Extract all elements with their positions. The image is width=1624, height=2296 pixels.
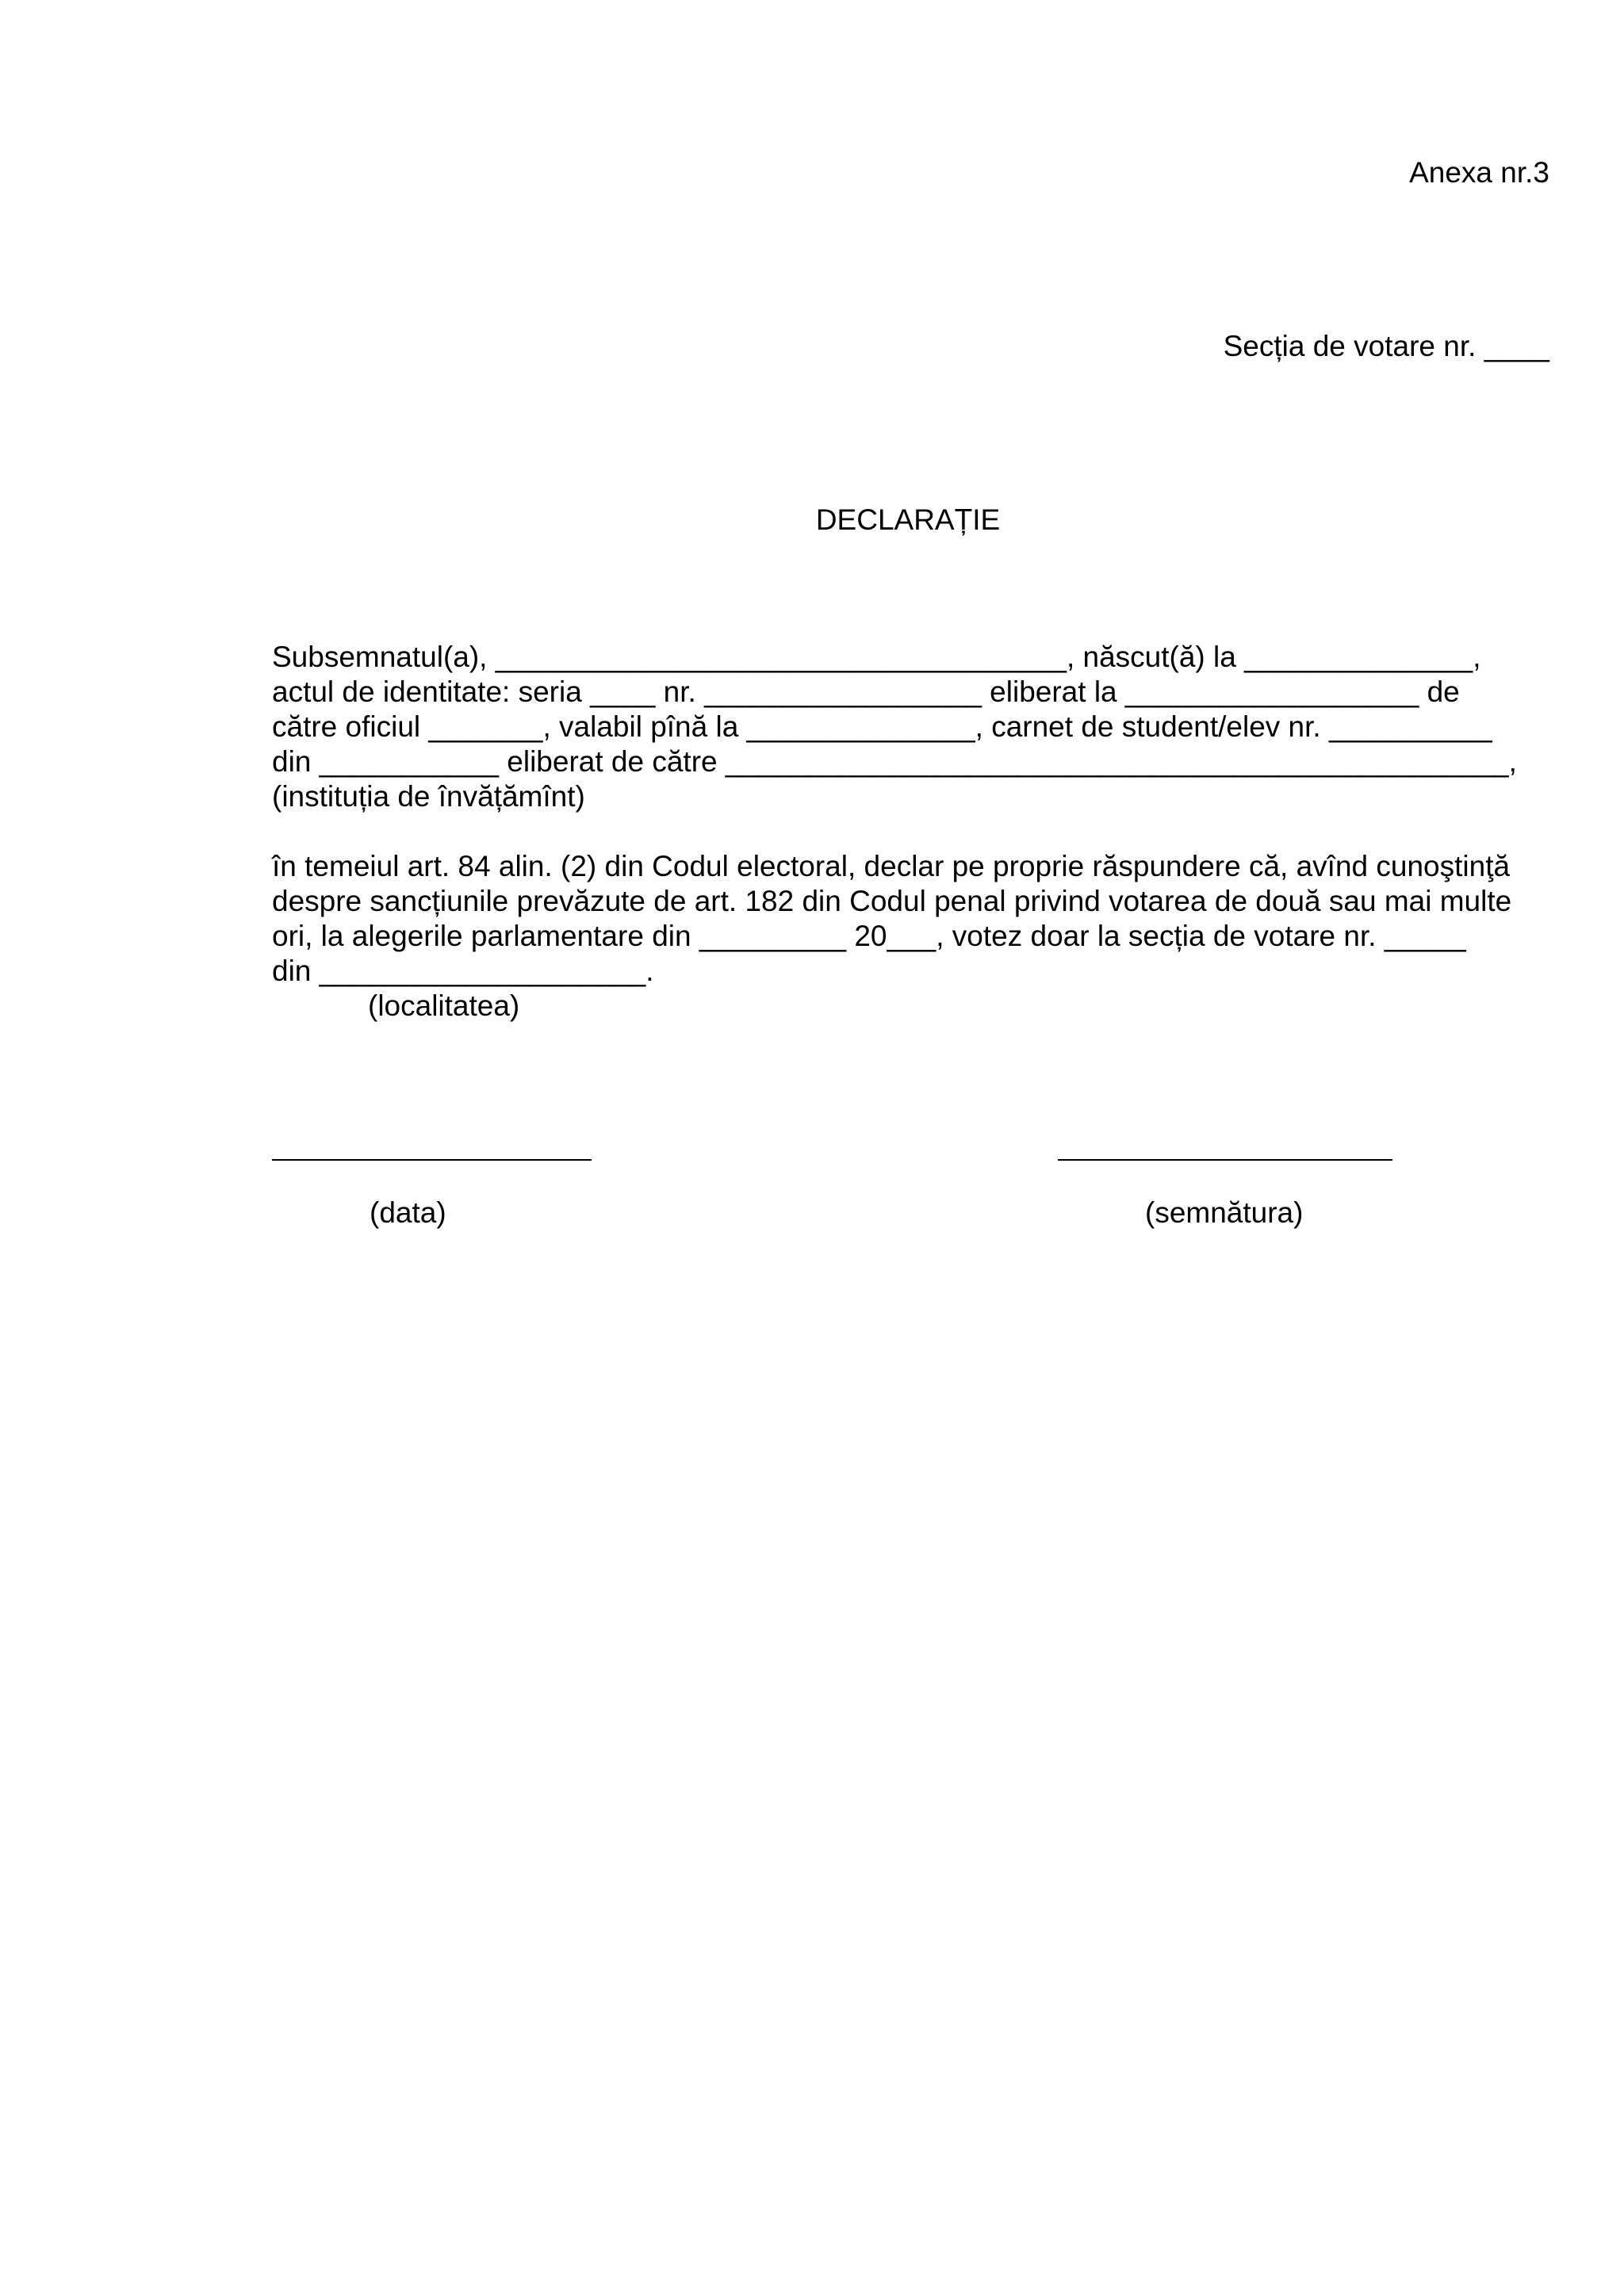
statement-line-3: ori, la alegerile parlamentare din _________ 20___, votez doar la secția de votare nr. _____ bbox=[272, 920, 1466, 952]
signature-label: (semnătura) bbox=[1145, 1196, 1304, 1229]
polling-station-number: Secția de votare nr. ____ bbox=[1223, 330, 1549, 362]
identity-line-issuer: către oficiul _______, valabil pînă la ______________, carnet de student/elev nr. __________ bbox=[272, 710, 1492, 743]
identity-line-document: actul de identitate: seria ____ nr. _________________ eliberat la __________________ de bbox=[272, 675, 1460, 708]
date-label: (data) bbox=[370, 1196, 446, 1229]
document-title: DECLARAȚIE bbox=[815, 503, 1001, 536]
signature-line bbox=[1058, 1159, 1392, 1161]
statement-line-2: despre sancțiunile prevăzute de art. 182 din Codul penal privind votarea de două sau mai multe bbox=[272, 885, 1512, 917]
annex-number: Anexa nr.3 bbox=[1409, 156, 1549, 189]
statement-line-1: în temeiul art. 84 alin. (2) din Codul electoral, declar pe proprie răspundere că, avînd cunoştinţă bbox=[272, 850, 1511, 882]
identity-line-name: Subsemnatul(a), ___________________________________, născut(ă) la ______________, bbox=[272, 641, 1481, 673]
identity-line-institution: din ___________ eliberat de către ________________________________________________, bbox=[272, 745, 1517, 778]
locality-label: (localitatea) bbox=[368, 989, 520, 1022]
date-line bbox=[272, 1159, 592, 1161]
statement-line-4: din ____________________. bbox=[272, 955, 654, 987]
institution-label: (instituția de învățămînt) bbox=[272, 780, 585, 813]
